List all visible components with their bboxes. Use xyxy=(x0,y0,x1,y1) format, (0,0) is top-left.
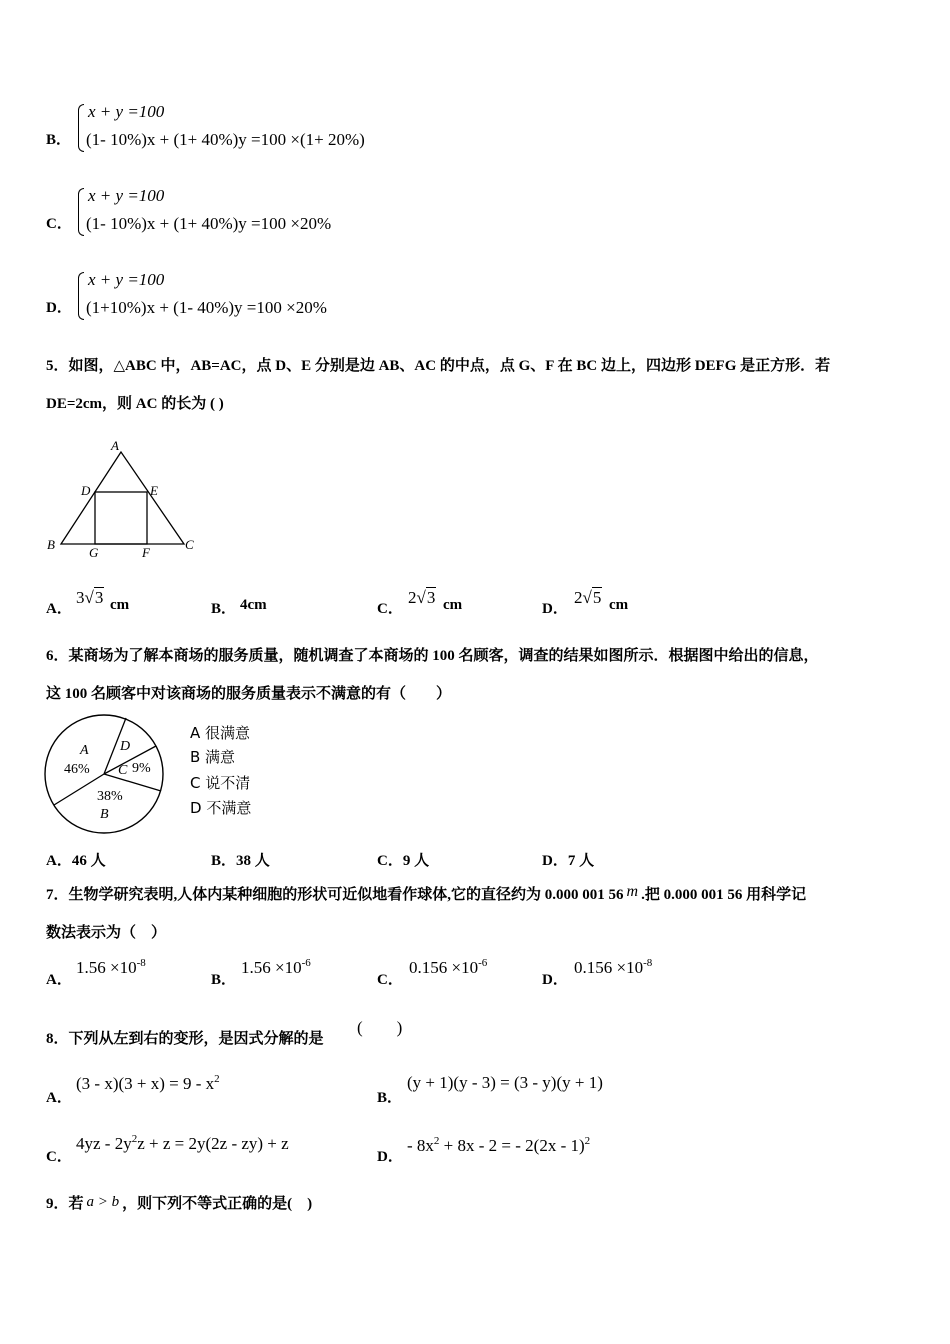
q5-stem-line1: 5．如图，△ABC 中，AB=AC，点 D、E 分别是边 AB、AC 的中点，点 G、F 在 BC 边上，四边形 DEFG 是正方形．若 xyxy=(46,358,831,374)
q7-option-a-value: $1.56 \times 10^{-8}$ xyxy=(76,957,146,977)
q8-option-a-value: $(3 - x)(3 + x) = 9 - x^2$ xyxy=(76,1073,220,1093)
q6-stem-line2: 这 100 名顾客中对该商场的服务质量表示不满意的有（ ） xyxy=(46,686,452,702)
q5-option-a-value: 3√3 xyxy=(76,588,104,607)
q9-stem: 9．若 a > b ，则下列不等式正确的是( ) xyxy=(46,1194,313,1212)
q5-option-a-unit: cm xyxy=(110,597,130,613)
q8-option-d-value: - $8x^2 + 8x - 2$ = - 2(2x - 1)$^2$ xyxy=(407,1135,591,1155)
q7-option-c-value: $0.156 \times 10^{-6}$ xyxy=(409,957,488,977)
q4-option-b-eq1: x + y =100 xyxy=(88,102,165,121)
q4-option-d-eq2: (1+10%)x + (1- 40%)y =100 ×20% xyxy=(86,298,327,317)
pie-label-a-pct: 46% xyxy=(64,762,90,777)
q7-stem-line2: 数法表示为（ ） xyxy=(46,925,167,941)
q4-option-c-label: C． xyxy=(46,216,72,232)
q6-option-b: B．38 人 xyxy=(211,853,270,869)
q5-option-a-label: A． xyxy=(46,601,72,617)
pie-legend-b: B 满意 xyxy=(190,748,236,766)
fig-label-e: E xyxy=(150,483,158,498)
q8-option-d-label: D． xyxy=(377,1149,403,1165)
q4-option-b-label: B． xyxy=(46,132,72,148)
q5-option-d-value: 2√5 xyxy=(574,588,602,607)
q4-option-d-eq1: x + y =100 xyxy=(88,270,165,289)
q7-unit-m: m xyxy=(626,883,639,900)
fig-label-a: A xyxy=(111,438,119,453)
q8-paren: ( ) xyxy=(357,1018,403,1037)
fig-label-g: G xyxy=(89,545,99,560)
pie-label-b: B xyxy=(100,807,109,822)
q4-option-c-eq1: x + y =100 xyxy=(88,186,165,205)
q4-option-b-eq2: (1- 10%)x + (1+ 40%)y =100 ×(1+ 20%) xyxy=(86,130,365,149)
pie-legend-c: C 说不清 xyxy=(190,774,251,792)
q4-option-b-brace xyxy=(78,104,84,152)
q5-stem-line2: DE=2cm，则 AC 的长为 ( ) xyxy=(46,396,224,412)
q8-option-c-label: C． xyxy=(46,1149,72,1165)
pie-label-c: C xyxy=(118,763,128,778)
pie-label-c-pct: 9% xyxy=(132,761,151,776)
q9-condition: a > b xyxy=(86,1194,120,1210)
q4-option-d-label: D． xyxy=(46,300,72,316)
q4-option-c-brace xyxy=(78,188,84,236)
fig-label-d: D xyxy=(81,483,91,498)
q6-pie-chart xyxy=(42,712,168,836)
q7-option-c-label: C． xyxy=(377,972,403,988)
pie-legend-d: D 不满意 xyxy=(190,799,252,817)
q5-option-c-value: 2√3 xyxy=(408,588,436,607)
q5-option-c-unit: cm xyxy=(443,597,463,613)
q7-option-d-label: D． xyxy=(542,972,568,988)
q7-option-d-value: $0.156 \times 10^{-8}$ xyxy=(574,957,653,977)
q8-option-c-value: $4yz - 2y^2z + z = 2y(2z - zy) + z$ xyxy=(76,1133,289,1153)
fig-label-f: F xyxy=(142,545,150,560)
q8-option-b-value: (y + 1)(y - 3) = (3 - y)(y + 1) xyxy=(407,1073,603,1092)
q7-option-b-value: $1.56 \times 10^{-6}$ xyxy=(241,957,311,977)
q8-option-a-label: A． xyxy=(46,1090,72,1106)
q6-option-d: D．7 人 xyxy=(542,853,595,869)
q7-option-a-label: A． xyxy=(46,972,72,988)
q4-option-c-eq2: (1- 10%)x + (1+ 40%)y =100 ×20% xyxy=(86,214,332,233)
fig-label-c: C xyxy=(185,537,194,552)
q5-option-d-label: D． xyxy=(542,601,568,617)
pie-label-d: D xyxy=(120,739,131,754)
q6-option-c: C．9 人 xyxy=(377,853,430,869)
q8-stem: 8．下列从左到右的变形，是因式分解的是 xyxy=(46,1031,324,1047)
q6-stem-line1: 6．某商场为了解本商场的服务质量，随机调查了本商场的 100 名顾客，调查的结果如图所示．根据图中给出的信息， xyxy=(46,648,819,664)
q5-option-d-unit: cm xyxy=(609,597,629,613)
q4-option-d-brace xyxy=(78,272,84,320)
q5-option-c-label: C． xyxy=(377,601,403,617)
q5-option-b-label: B． xyxy=(211,601,237,617)
q7-option-b-label: B． xyxy=(211,972,237,988)
q5-option-b-value: 4cm xyxy=(240,597,267,613)
q8-option-b-label: B． xyxy=(377,1090,403,1106)
q6-option-a: A．46 人 xyxy=(46,853,106,869)
fig-label-b: B xyxy=(47,537,55,552)
pie-label-a: A xyxy=(80,743,89,758)
q5-triangle-figure xyxy=(44,436,204,564)
pie-legend-a: A 很满意 xyxy=(190,724,251,742)
pie-label-b-pct: 38% xyxy=(97,789,123,804)
q7-stem-line1: 7．生物学研究表明,人体内某种细胞的形状可近似地看作球体,它的直径约为 0.000 001 56 m .把 0.000 001 56 用科学记 xyxy=(46,883,807,903)
